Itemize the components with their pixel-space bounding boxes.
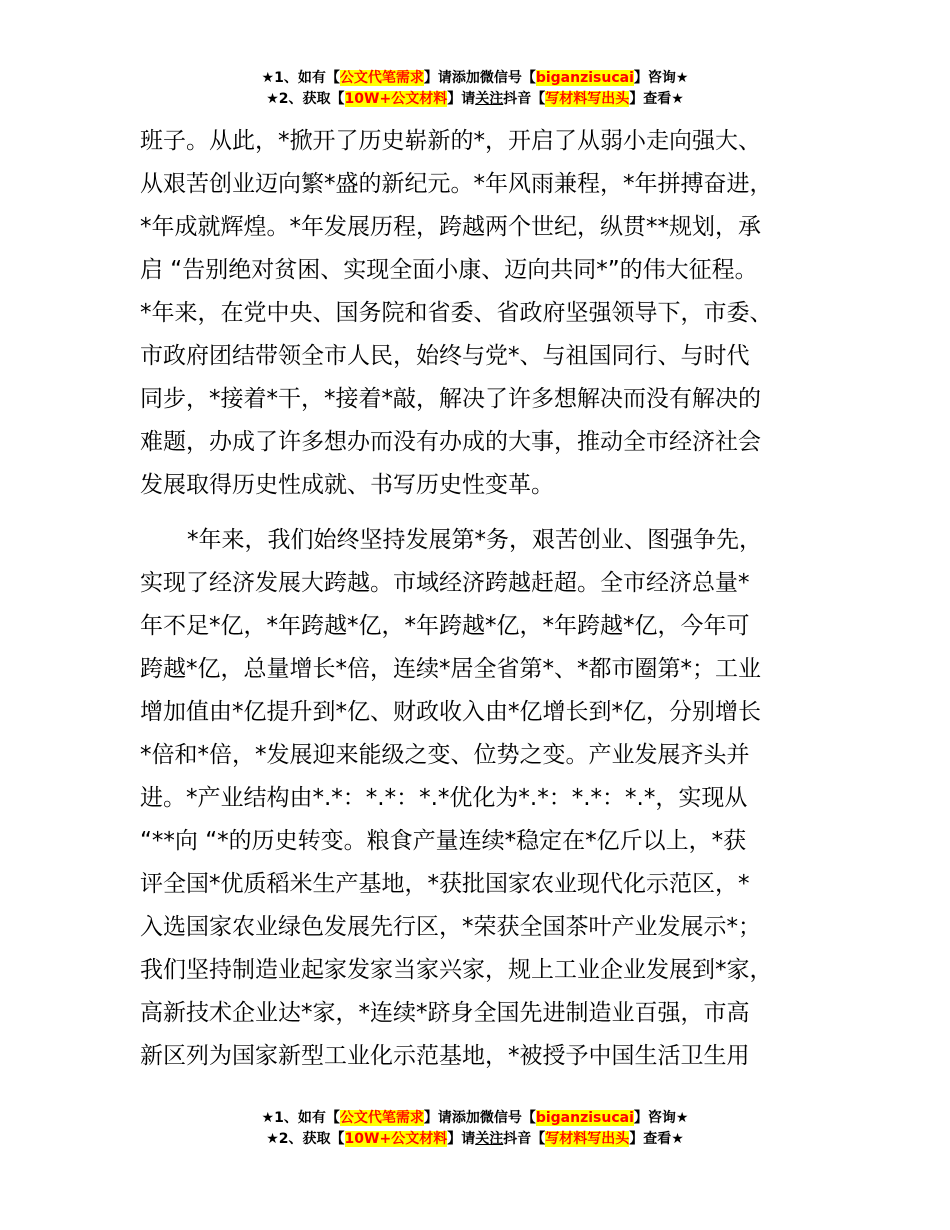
text-line: 实现了经济发展大跨越。市域经济跨越赶超。全市经济总量* (140, 570, 750, 596)
highlight-wechat-id: biganzisucai (535, 70, 634, 86)
text-line: 难题，办成了许多想办而没有办成的大事，推动全市经济社会 (140, 429, 761, 455)
banner-text: 抖音【 (503, 1131, 546, 1147)
banner-text: 】咨询★ (633, 1110, 689, 1126)
highlight-materials: 10W+公文材料 (344, 1131, 448, 1147)
banner-line-2 (0, 89, 950, 110)
banner-text: 1、如有【 (274, 1110, 340, 1126)
highlight-materials: 10W+公文材料 (344, 91, 448, 107)
paragraph-1 (140, 120, 830, 507)
text-line: 我们坚持制造业起家发家当家兴家，规上工业企业发展到*家， (140, 957, 773, 983)
star-icon: ★ (266, 1131, 279, 1147)
star-icon: ★ (261, 1110, 275, 1126)
banner-line-1 (0, 1108, 950, 1129)
banner-text: 】请 (447, 91, 476, 107)
highlight-douyin-account: 写材料写出头 (545, 91, 630, 107)
banner-text: 】请添加微信号【 (423, 70, 536, 86)
text-line: 启 “告别绝对贫困、实现全面小康、迈向共同*”的伟大征程。 (140, 257, 758, 283)
text-line: *倍和*倍，*发展迎来能级之变、位势之变。产业发展齐头并 (140, 742, 750, 768)
text-line: 市政府团结带领全市人民，始终与党*、与祖国同行、与时代 (140, 343, 750, 369)
text-line: 进。*产业结构由*.*：*.*：*.*优化为*.*：*.*：*.*，实现从 (140, 785, 748, 811)
text-line: 同步，*接着*干，*接着*敲，解决了许多想解决而没有解决的 (140, 386, 761, 412)
banner-text: 】咨询★ (633, 70, 689, 86)
banner-text: 】查看★ (629, 91, 684, 107)
text-line: 增加值由*亿提升到*亿、财政收入由*亿增长到*亿，分别增长 (140, 699, 761, 725)
header-banner (0, 68, 950, 110)
paragraph-2 (140, 519, 830, 1078)
text-line: 从艰苦创业迈向繁*盛的新纪元。*年风雨兼程，*年拼搏奋进， (140, 171, 773, 197)
text-line: 跨越*亿，总量增长*倍，连续*居全省第*、*都市圈第*；工业 (140, 656, 761, 682)
text-line: *年来，在党中央、国务院和省委、省政府坚强领导下，市委、 (140, 300, 773, 326)
text-line: 班子。从此，*掀开了历史崭新的*，开启了从弱小走向强大、 (140, 128, 761, 154)
banner-text: 1、如有【 (274, 70, 340, 86)
highlight-ghostwriting: 公文代笔需求 (339, 70, 424, 86)
banner-underlined-text: 关注 (475, 1131, 504, 1147)
star-icon: ★ (266, 91, 279, 107)
text-line: 评全国*优质稻米生产基地，*获批国家农业现代化示范区，* (140, 871, 750, 897)
banner-text: 】请 (447, 1131, 476, 1147)
banner-underlined-text: 关注 (475, 91, 504, 107)
banner-line-1 (0, 68, 950, 89)
footer-banner (0, 1108, 950, 1150)
banner-text: 2、获取【 (278, 1131, 345, 1147)
banner-text: 抖音【 (503, 91, 546, 107)
banner-text: 】查看★ (629, 1131, 684, 1147)
text-line: 新区列为国家新型工业化示范基地，*被授予中国生活卫生用 (140, 1043, 750, 1069)
text-line: “**向 “*的历史转变。粮食产量连续*稳定在*亿斤以上，*获 (140, 828, 747, 854)
text-line: 年不足*亿，*年跨越*亿，*年跨越*亿，*年跨越*亿，今年可 (140, 613, 750, 639)
highlight-douyin-account: 写材料写出头 (545, 1131, 630, 1147)
text-line: 发展取得历史性成就、书写历史性变革。 (140, 472, 554, 498)
text-line: *年来，我们始终坚持发展第*务，艰苦创业、图强争先， (187, 527, 762, 553)
banner-text: 】请添加微信号【 (423, 1110, 536, 1126)
banner-text: 2、获取【 (278, 91, 345, 107)
highlight-ghostwriting: 公文代笔需求 (339, 1110, 424, 1126)
highlight-wechat-id: biganzisucai (535, 1110, 634, 1126)
text-line: 入选国家农业绿色发展先行区，*荣获全国茶叶产业发展示*； (140, 914, 761, 940)
document-body (140, 120, 830, 1078)
banner-line-2 (0, 1129, 950, 1150)
text-line: 高新技术企业达*家，*连续*跻身全国先进制造业百强，市高 (140, 1000, 750, 1026)
star-icon: ★ (261, 70, 275, 86)
text-line: *年成就辉煌。*年发展历程，跨越两个世纪，纵贯**规划，承 (140, 214, 761, 240)
